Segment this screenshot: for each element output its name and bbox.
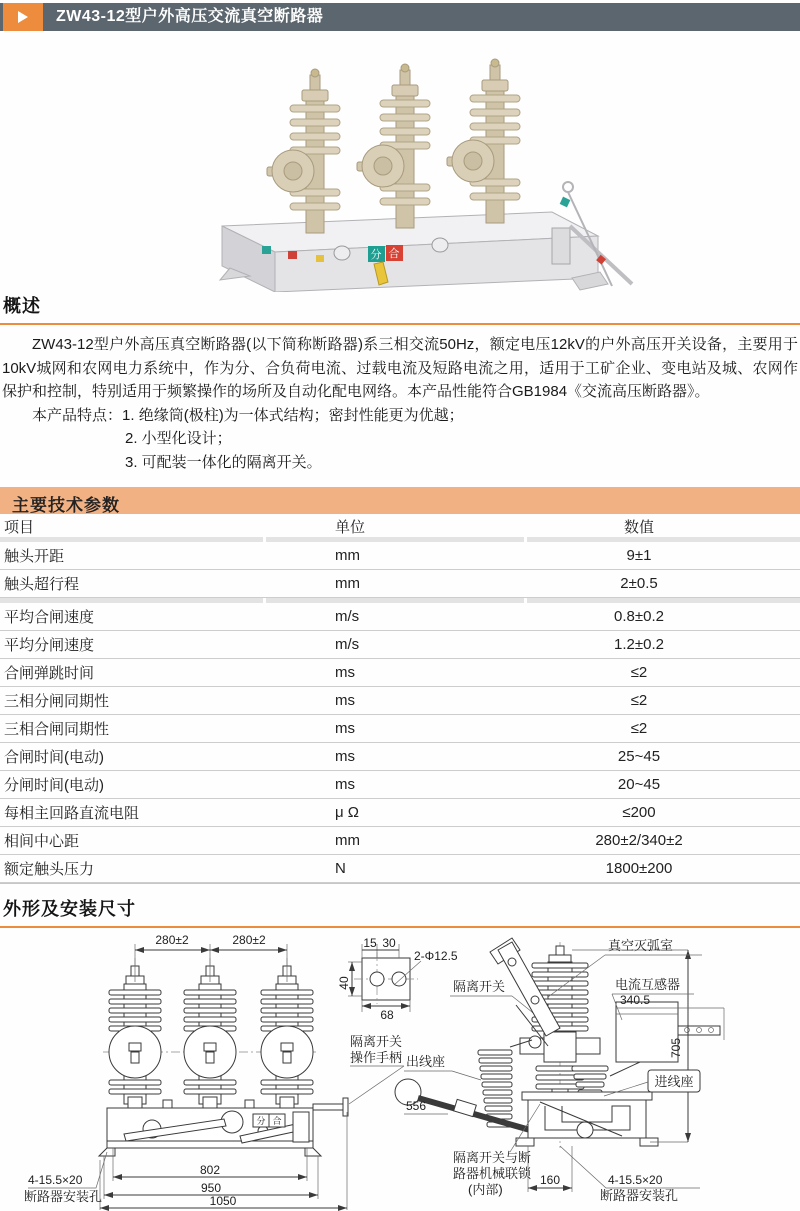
table-header-row [0,516,800,537]
close-indicator-label: 合 [388,248,400,260]
cell-value: ≤2 [630,692,648,709]
cell-item: 合闸时间(电动) [4,749,104,766]
dim-340: 340.5 [620,993,651,1007]
cell-unit: ms [335,748,355,765]
side-view [395,938,724,1203]
features-intro: 本产品特点： [32,406,123,424]
table-bottom-border [0,883,800,884]
table-row [0,855,800,883]
pole-middle [357,64,430,228]
overview-heading: 概述 [3,296,41,316]
feature-line-2: 2. 小型化设计； [125,430,232,447]
overview-paragraph: ZW43-12型户外高压真空断路器(以下简称断路器)系三相交流50Hz，额定电压12kV的户外高压开关设备，主要用于10kV城网和农网电力系统中，作为分、合负荷电流、过载电流及短路电流之用，适用于工矿企业、变电站及城、农网作保护和控制，特别适用于频繁操作的场所及自动化配电网络。本产品性能符合GB1984《交流高压断路器》。 [2,336,798,400]
front-close-label: 合 [272,1116,282,1126]
inlet-label: 进线座 [654,1074,694,1089]
inspection-hole [334,246,350,260]
cell-item: 合闸弹跳时间 [4,665,95,682]
column-header-unit: 单位 [335,519,366,536]
table-separator-band [0,598,800,603]
inspection-hole [432,238,448,252]
table-row [0,743,800,771]
orange-rule [0,323,800,325]
cell-value: ≤2 [630,664,648,681]
dimensions-heading: 外形及安装尺寸 [3,899,136,919]
cell-item: 三相分闸同期性 [4,693,110,710]
table-row [0,631,800,659]
handle-label-2: 操作手柄 [350,1050,403,1065]
outlet-label: 出线座 [406,1054,446,1069]
dim-160: 160 [539,1173,561,1187]
cell-value: 1.2±0.2 [614,636,664,653]
cell-item: 相间中心距 [4,833,80,850]
dim-556: 556 [406,1099,427,1113]
cell-unit: mm [335,575,360,592]
handle-label-1: 隔离开关 [350,1034,403,1049]
red-tag [288,251,297,259]
front-pole [261,966,313,1108]
cell-item: 分闸时间(电动) [4,777,104,794]
cell-value: 2±0.5 [620,575,658,592]
cell-value: 1800±200 [605,860,673,877]
table-row [0,827,800,855]
front-pole [109,966,161,1108]
ct-label: 电流互感器 [615,977,681,992]
cell-item: 平均合闸速度 [4,609,95,626]
cell-item: 每相主回路直流电阻 [4,805,140,822]
table-row [0,715,800,743]
cell-value: ≤200 [622,804,656,821]
product-photo [200,40,640,297]
isolator-label: 隔离开关 [453,979,506,994]
cell-item: 额定触头压力 [4,861,95,878]
table-row [0,570,800,598]
yellow-tag [316,255,324,262]
params-table-rows [0,542,800,883]
table-row [0,603,800,631]
cell-value: ≤2 [630,720,648,737]
cell-item: 触头开距 [4,548,65,565]
dim-950: 950 [200,1181,222,1195]
dim-30: 30 [382,936,396,950]
dim-1050: 1050 [209,1194,237,1208]
play-arrow-icon [18,11,28,23]
dimensions-section [0,895,800,928]
cell-unit: N [335,860,346,877]
table-separator-band [0,537,800,542]
cell-unit: μ Ω [335,804,360,821]
cell-unit: ms [335,720,355,737]
interlock-label-2: 路器机械联锁 [453,1166,532,1181]
page-header [0,3,800,31]
table-row [0,659,800,687]
cell-unit: ms [335,664,355,681]
table-row [0,771,800,799]
cell-unit: m/s [335,636,360,653]
column-header-item: 项目 [4,519,35,536]
dim-40: 40 [337,976,351,990]
product-photo-art [200,40,640,292]
column-header-value: 数值 [623,519,654,536]
cell-value: 0.8±0.2 [614,608,664,625]
parameters-table [0,516,800,884]
overview-section [0,292,800,474]
teal-tag [262,246,271,254]
dim-280-right: 280±2 [232,933,266,947]
front-open-label: 分 [256,1116,266,1126]
front-pole [184,966,236,1108]
cell-item: 触头超行程 [4,576,80,593]
cell-item: 平均分闸速度 [4,637,95,654]
parameters-heading-bar [0,487,800,514]
dim-68: 68 [380,1008,394,1022]
cell-item: 三相合闸同期性 [4,721,110,738]
cell-value: 9±1 [626,547,652,564]
vacuum-chamber-label: 真空灭弧室 [608,938,674,953]
parameters-heading: 主要技术参数 [12,496,120,515]
cell-value: 20~45 [617,776,661,793]
dim-802: 802 [199,1163,221,1177]
cell-unit: ms [335,692,355,709]
table-row [0,799,800,827]
cell-unit: ms [335,776,355,793]
dim-280-left: 280±2 [155,933,189,947]
interlock-label-3: (内部) [468,1182,503,1197]
table-row [0,687,800,715]
hole-detail-view [337,936,458,1104]
table-row [0,542,800,570]
front-view [24,933,348,1210]
front-mount-hole-caption: 断路器安装孔 [24,1189,103,1204]
cell-unit: mm [335,547,360,564]
cell-value: 25~45 [617,748,661,765]
dim-705: 705 [669,1037,683,1059]
interlock-label-1: 隔离开关与断 [453,1150,532,1165]
feature-line-3: 3. 可配装一体化的隔离开关。 [125,453,322,471]
front-mount-hole-label: 4-15.5×20 [28,1173,83,1187]
feature-1: 1. 绝缘筒(极柱)为一体式结构；密封性能更为优越； [122,406,464,424]
pole-right [447,59,520,223]
cell-unit: m/s [335,608,360,625]
rod-ring [563,182,573,192]
side-mount-hole-caption: 断路器安装孔 [600,1188,679,1203]
open-indicator-label: 分 [370,249,382,261]
hinge-plate [552,228,570,264]
hole-callout: 2-Φ12.5 [414,949,458,963]
cell-unit: mm [335,832,360,849]
side-mount-hole-label: 4-15.5×20 [608,1173,663,1187]
page-title: ZW43-12型户外高压交流真空断路器 [56,8,324,25]
dimension-drawings [0,930,800,1211]
feature-line-1 [2,404,798,428]
orange-rule [0,926,800,928]
pole-left [267,69,340,233]
header-accent-box [3,3,43,31]
cell-value: 280±2/340±2 [595,832,683,849]
handle-rod [313,1104,344,1110]
dim-15: 15 [363,936,377,950]
